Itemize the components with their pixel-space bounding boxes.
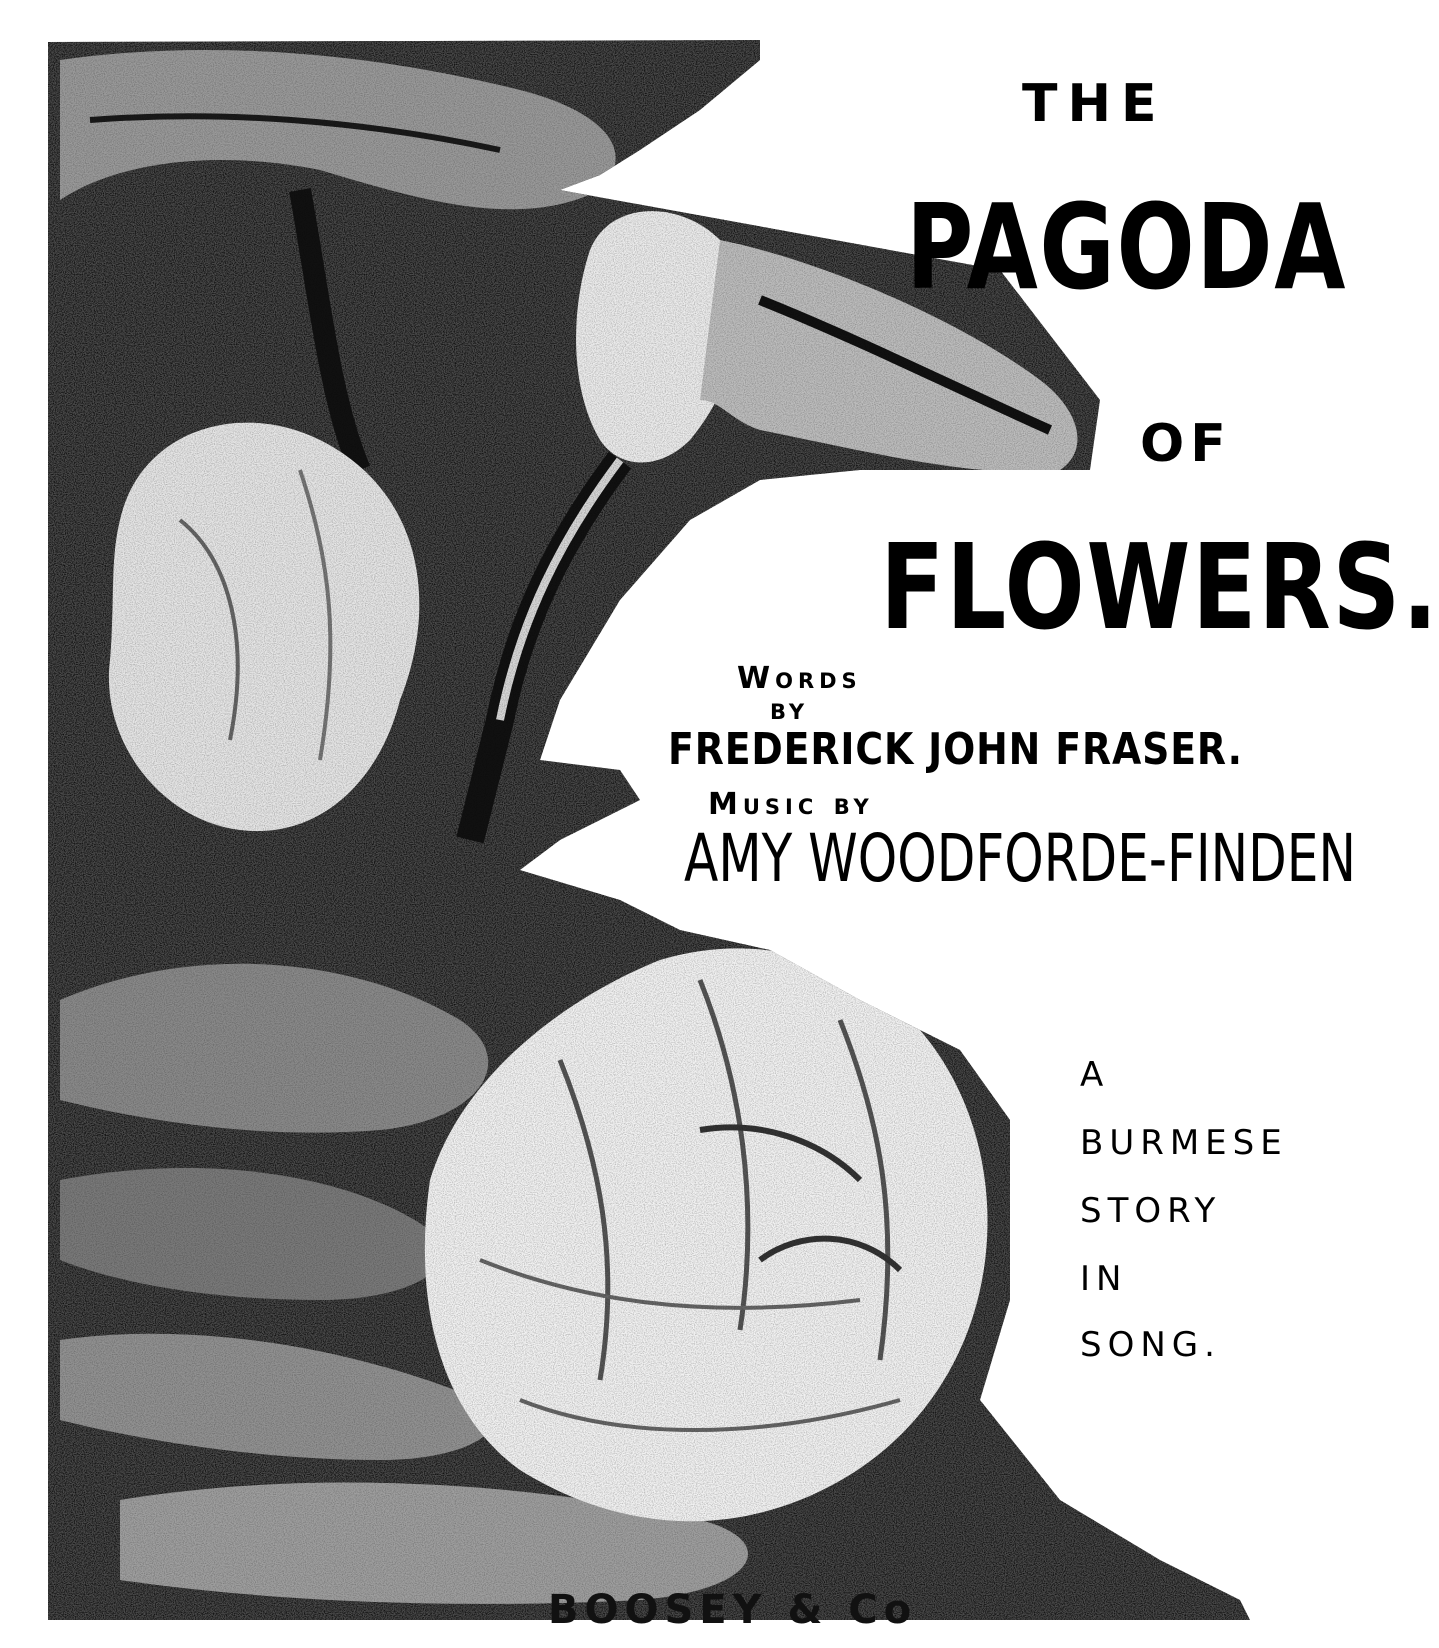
title-pagoda: PAGODA: [906, 178, 1348, 316]
composer-name: AMY WOODFORDE-FINDEN: [684, 820, 1356, 897]
title-of: OF: [1140, 414, 1232, 474]
subtitle-line: STORY: [1080, 1191, 1222, 1231]
subtitle-line: IN: [1080, 1259, 1128, 1299]
words-by-label: BY: [770, 700, 809, 724]
subtitle-line: SONG.: [1080, 1325, 1221, 1365]
music-label: Music by: [708, 787, 874, 822]
publisher-name: BOOSEY & Co: [548, 1587, 918, 1633]
title-the: THE: [1022, 74, 1167, 134]
title-flowers: FLOWERS.: [880, 518, 1439, 656]
subtitle-line: A: [1080, 1055, 1110, 1095]
words-label: Words: [737, 661, 862, 696]
lyricist-name: FREDERICK JOHN FRASER.: [668, 724, 1243, 775]
subtitle-line: BURMESE: [1080, 1123, 1288, 1163]
